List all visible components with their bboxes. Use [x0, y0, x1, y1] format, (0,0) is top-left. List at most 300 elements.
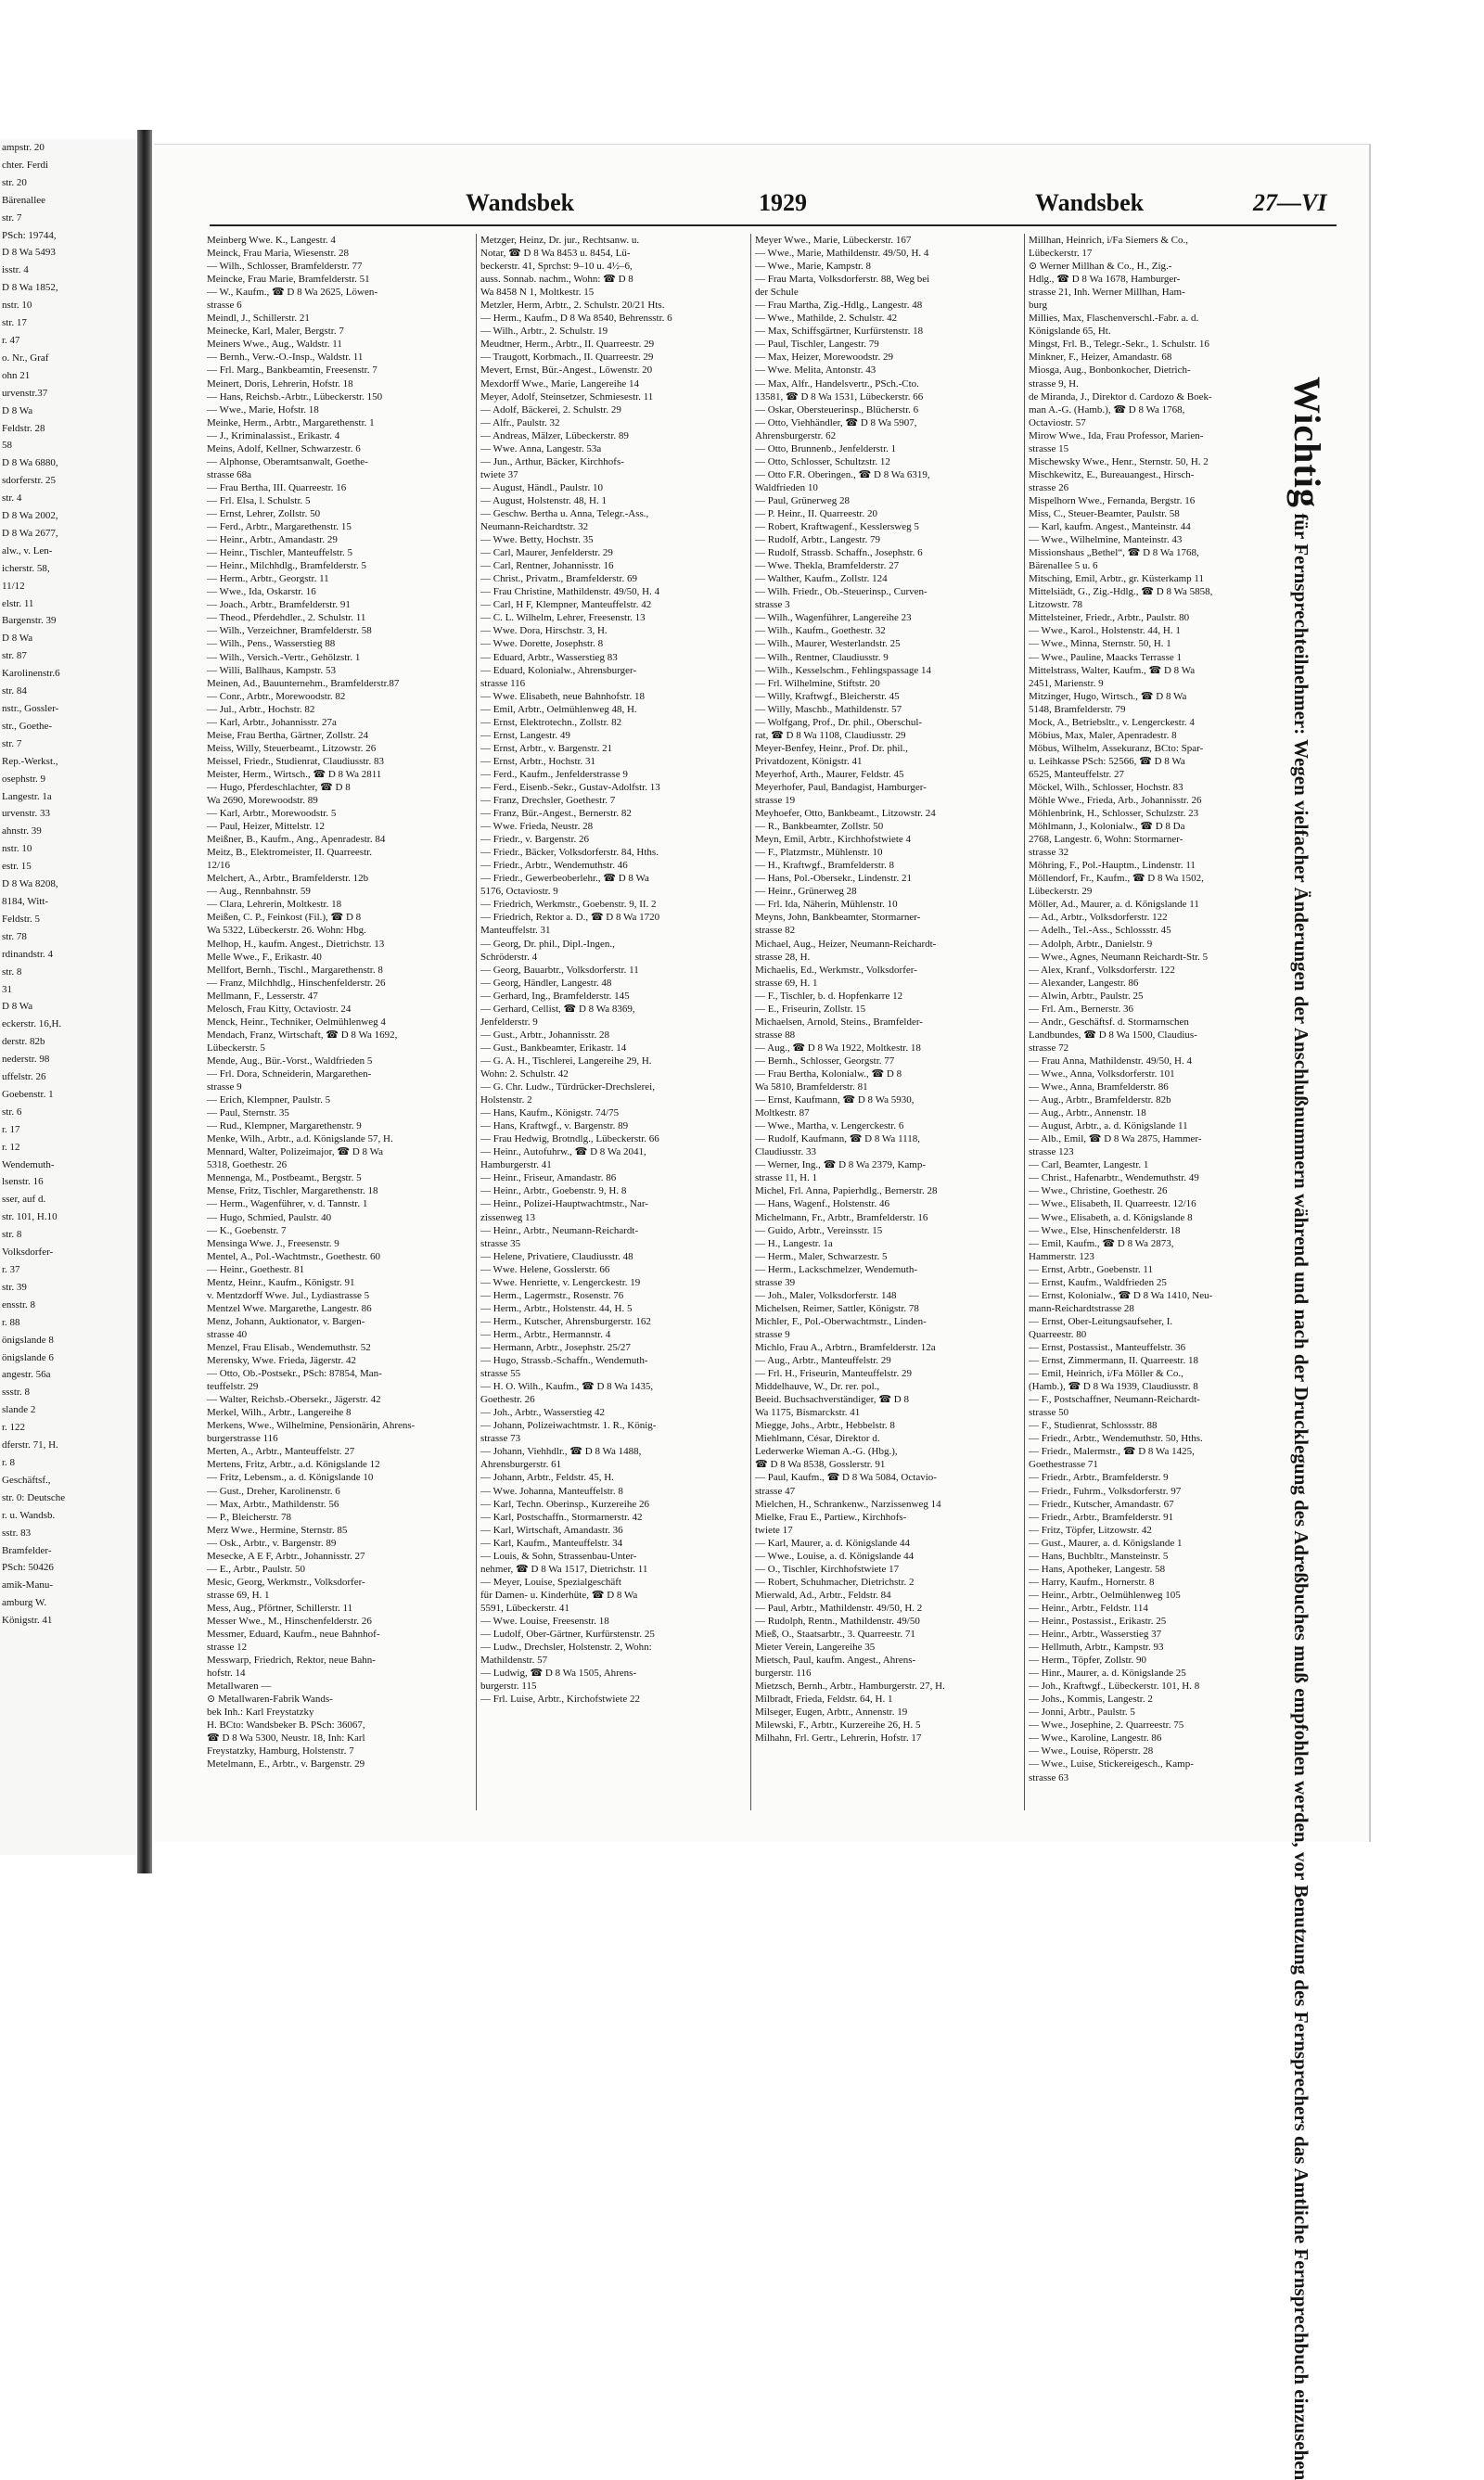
directory-entry: Mensinga Wwe. J., Freesenstr. 9	[207, 1237, 339, 1249]
directory-entry: strasse 116	[480, 677, 526, 689]
left-page-line: str., Goethe-	[2, 720, 53, 732]
left-page-line: str. 7	[2, 737, 22, 749]
directory-entry: — Walther, Kaufm., Zollstr. 124	[755, 573, 888, 585]
directory-entry: — Wilh., Rentner, Claudiusstr. 9	[755, 651, 889, 663]
directory-entry: — Gust., Maurer, a. d. Königslande 1	[1029, 1537, 1183, 1549]
directory-entry: — Heinr., Arbtr., Amandastr. 29	[207, 534, 338, 546]
directory-entry: — Frau Anna, Mathildenstr. 49/50, H. 4	[1029, 1055, 1192, 1067]
directory-entry: — August, Händl., Paulstr. 10	[480, 481, 604, 493]
directory-entry: — Wolfgang, Prof., Dr. phil., Oberschul-	[755, 716, 923, 728]
directory-entry: — Wwe., Marie, Hofstr. 18	[207, 403, 319, 415]
directory-entry: Meiss, Willy, Steuerbeamt., Litzowstr. 26	[207, 742, 377, 754]
directory-entry: Merkens, Wwe., Wilhelmine, Pensionärin, Ahrens-	[207, 1420, 416, 1432]
directory-entry: burg	[1029, 300, 1047, 312]
directory-entry: — G. A. H., Tischlerei, Langereihe 29, H.	[480, 1055, 652, 1067]
directory-entry: Privatdozent, Königstr. 41	[755, 755, 863, 767]
directory-entry: — Hans, Pol.-Obersekr., Lindenstr. 21	[755, 873, 912, 885]
directory-entry: — Wwe. Johanna, Manteuffelstr. 8	[480, 1485, 623, 1497]
left-page-line: ohn 21	[2, 369, 31, 381]
directory-entry: — Max, Alfr., Handelsvertr., PSch.-Cto.	[755, 377, 919, 390]
directory-entry: Wa 5322, Lübeckerstr. 26. Wohn: Hbg.	[207, 925, 366, 937]
directory-entry: — Aug., Rennbahnstr. 59	[207, 886, 311, 898]
directory-entry: — Johann, Arbtr., Feldstr. 45, H.	[480, 1472, 614, 1484]
directory-entry: — Georg, Händler, Langestr. 48	[480, 977, 612, 989]
directory-entry: Hammerstr. 123	[1029, 1250, 1094, 1262]
directory-entry: — Ernst, Kaufmann, ☎ D 8 Wa 5930,	[755, 1094, 915, 1106]
directory-entry: burgerstr. 116	[755, 1668, 812, 1680]
directory-entry: Meister, Herm., Wirtsch., ☎ D 8 Wa 2811	[207, 768, 382, 780]
directory-entry: — Wwe., Karol., Holstenstr. 44, H. 1	[1029, 625, 1181, 637]
directory-entry: — Friedrich, Rektor a. D., ☎ D 8 Wa 1720	[480, 912, 660, 924]
directory-entry: — Wilh., Schlosser, Bramfelderstr. 77	[207, 261, 363, 273]
header-town-left: Wandsbek	[466, 189, 575, 216]
left-page-line: 58	[2, 440, 12, 452]
directory-entry: — Jun., Arthur, Bäcker, Kirchhofs-	[480, 455, 624, 467]
directory-entry: Metzler, Herm, Arbtr., 2. Schulstr. 20/21 Hts.	[480, 300, 665, 312]
left-page-line: D 8 Wa 2677,	[2, 527, 58, 539]
directory-entry: — Ernst, Kaufm., Waldfrieden 25	[1029, 1276, 1167, 1288]
directory-entry: — G. Chr. Ludw., Türdrücker-Drechslerei,	[480, 1081, 655, 1093]
directory-entry: — Paul, Sternstr. 35	[207, 1107, 289, 1119]
column-2	[480, 234, 747, 1820]
left-page-line: Langestr. 1a	[2, 790, 52, 802]
directory-entry: Litzowstr. 78	[1029, 599, 1083, 611]
column-divider	[1024, 234, 1025, 1810]
left-page-line: Wendemuth-	[2, 1158, 55, 1170]
left-page-line: nstr. 10	[2, 300, 32, 312]
column-divider	[476, 234, 477, 1810]
directory-entry: — Rudolf, Arbtr., Langestr. 79	[755, 534, 881, 546]
side-notice-text: für Fernsprechteilnehmer: Wegen vielfacher Änderungen der Anschlußnummern während und nach der Drucklegung des Adreßbuches muß empfohlen werden, vor Benutzung des Fernsprechers das Amtliche Fernsprechbuch einzusehen	[1290, 513, 1312, 2480]
directory-entry: man A.-G. (Hamb.), ☎ D 8 Wa 1768,	[1029, 403, 1185, 415]
directory-entry: — Wilh., Arbtr., 2. Schulstr. 19	[480, 326, 608, 338]
directory-entry: Ahrensburgerstr. 61	[480, 1459, 562, 1471]
directory-entry: — Meyer, Louise, Spezialgeschäft	[480, 1576, 621, 1588]
directory-entry: — Karl, Techn. Oberinsp., Kurzereihe 26	[480, 1498, 649, 1510]
directory-entry: (Hamb.), ☎ D 8 Wa 1939, Claudiusstr. 8	[1029, 1381, 1198, 1393]
directory-entry: — Wwe. Frieda, Neustr. 28	[480, 821, 594, 833]
left-page-line: angestr. 56a	[2, 1369, 51, 1381]
directory-entry: — Johann, Polizeiwachtmstr. 1. R., König-	[480, 1420, 657, 1432]
directory-entry: Mennenga, M., Postbeamt., Bergstr. 5	[207, 1172, 362, 1184]
left-page-line: str. 7	[2, 211, 22, 224]
directory-entry: Möhle Wwe., Frieda, Arb., Johannisstr. 26	[1029, 795, 1202, 807]
directory-entry: — Herm., Töpfer, Zollstr. 90	[1029, 1655, 1147, 1667]
directory-entry: — Hellmuth, Arbtr., Kampstr. 93	[1029, 1642, 1164, 1654]
directory-entry: Merz Wwe., Hermine, Sternstr. 85	[207, 1524, 348, 1536]
directory-entry: — Gerhard, Ing., Bramfelderstr. 145	[480, 990, 630, 1002]
directory-entry: Goethestr. 26	[480, 1394, 535, 1406]
directory-entry: — Clara, Lehrerin, Moltkestr. 18	[207, 899, 342, 911]
directory-entry: strasse 26	[1029, 481, 1069, 493]
directory-entry: Claudiusstr. 33	[755, 1146, 817, 1158]
directory-entry: Meinberg Wwe. K., Langestr. 4	[207, 235, 336, 246]
header-year: 1929	[759, 189, 807, 216]
left-page-line: D 8 Wa 5493	[2, 247, 56, 259]
directory-entry: Michaelis, Ed., Werkmstr., Volksdorfer-	[755, 964, 917, 976]
left-page-line: Königstr. 41	[2, 1615, 53, 1627]
directory-entry: — Otto F.R. Oberingen., ☎ D 8 Wa 6319,	[755, 468, 930, 480]
directory-entry: strasse 9, H.	[1029, 377, 1079, 390]
directory-entry: — Frl. Luise, Arbtr., Kirchofstwiete 22	[480, 1694, 641, 1706]
directory-entry: — Aug., Arbtr., Manteuffelstr. 29	[755, 1355, 891, 1367]
column-1	[207, 234, 473, 1820]
directory-entry: — Hugo, Strassb.-Schaffn., Wendemuth-	[480, 1355, 648, 1367]
directory-entry: Michael, Aug., Heizer, Neumann-Reichardt-	[755, 938, 937, 950]
directory-entry: Meins, Adolf, Kellner, Schwarzestr. 6	[207, 442, 361, 454]
directory-entry: bek Inh.: Karl Freystatzky	[207, 1707, 314, 1719]
left-page-line: urvenstr. 33	[2, 808, 50, 820]
directory-entry: Lübeckerstr. 5	[207, 1042, 265, 1054]
left-page-line: Feldstr. 28	[2, 422, 45, 434]
directory-entry: — Otto, Viehhändler, ☎ D 8 Wa 5907,	[755, 416, 917, 428]
directory-entry: Meyn, Emil, Arbtr., Kirchhofstwiete 4	[755, 834, 912, 846]
directory-entry: — E., Friseurin, Zollstr. 15	[755, 1003, 866, 1015]
directory-entry: — Karl, Arbtr., Morewoodstr. 5	[207, 808, 337, 820]
directory-entry: — Heinr., Goethestr. 81	[207, 1263, 305, 1275]
directory-entry: — Wwe., Marie, Mathildenstr. 49/50, H. 4	[755, 248, 929, 260]
directory-entry: Ahrensburgerstr. 62	[755, 429, 837, 441]
directory-entry: strasse 69, H. 1	[207, 1589, 270, 1601]
directory-page	[154, 144, 1371, 2480]
directory-entry: — Alwin, Arbtr., Paulstr. 25	[1029, 990, 1144, 1002]
directory-entry: Milhahn, Frl. Gertr., Lehrerin, Hofstr. 17	[755, 1732, 922, 1745]
directory-entry: — Paul, Tischler, Langestr. 79	[755, 339, 879, 351]
left-page-line: r. 122	[2, 1422, 26, 1434]
directory-entry: — Heinr., Milchhdlg., Bramfelderstr. 5	[207, 560, 366, 572]
directory-entry: Möllendorf, Fr., Kaufm., ☎ D 8 Wa 1502,	[1029, 873, 1204, 885]
directory-entry: Mexdorff Wwe., Marie, Langereihe 14	[480, 377, 639, 390]
directory-entry: — Hans, Buchbltr., Mansteinstr. 5	[1029, 1550, 1169, 1562]
directory-entry: — Karl, Wirtschaft, Amandastr. 36	[480, 1524, 623, 1536]
directory-entry: — J., Kriminalassist., Erikastr. 4	[207, 429, 340, 441]
directory-entry: Mesecke, A E F, Arbtr., Johannisstr. 27	[207, 1550, 365, 1562]
directory-entry: — Frl. Ida, Näherin, Mühlenstr. 10	[755, 899, 898, 911]
directory-entry: — F., Studienrat, Schlossstr. 88	[1029, 1420, 1158, 1432]
directory-entry: — Wwe. Henriette, v. Lengerckestr. 19	[480, 1276, 641, 1288]
directory-entry: — Rud., Klempner, Margarethenstr. 9	[207, 1120, 362, 1132]
directory-entry: — Wwe. Dorette, Josephstr. 8	[480, 638, 604, 650]
left-page-line: chter. Ferdi	[2, 159, 49, 171]
left-page-line: Rep.-Werkst.,	[2, 755, 58, 767]
directory-entry: strasse 72	[1029, 1042, 1069, 1054]
directory-entry: — Bernh., Schlosser, Georgstr. 77	[755, 1055, 895, 1067]
directory-entry: ☎ D 8 Wa 5300, Neustr. 18, Inh: Karl	[207, 1732, 365, 1745]
directory-entry: — Wwe. Melita, Antonstr. 43	[755, 364, 876, 377]
directory-entry: Möhring, F., Pol.-Hauptm., Lindenstr. 11	[1029, 860, 1196, 872]
book-gutter	[137, 130, 152, 1873]
directory-entry: Melhop, H., kaufm. Angest., Dietrichstr. 13	[207, 938, 385, 950]
directory-entry: Menzel, Frau Elisab., Wendemuthstr. 52	[207, 1341, 371, 1353]
left-page-line: icherstr. 58,	[2, 562, 50, 574]
left-page-line: Bärenallee	[2, 194, 46, 206]
left-page-line: str. 8	[2, 965, 22, 978]
directory-entry: — Hans, Kraftwgf., v. Bargenstr. 89	[480, 1120, 629, 1132]
directory-entry: Mispelhorn Wwe., Fernanda, Bergstr. 16	[1029, 494, 1196, 506]
directory-entry: Mirow Wwe., Ida, Frau Professor, Marien-	[1029, 429, 1204, 441]
directory-entry: — Johs., Kommis, Langestr. 2	[1029, 1694, 1153, 1706]
directory-entry: 2768, Langestr. 6, Wohn: Stormarner-	[1029, 834, 1183, 846]
directory-entry: — Hugo, Pferdeschlachter, ☎ D 8	[207, 781, 351, 793]
directory-entry: Mieter Verein, Langereihe 35	[755, 1642, 876, 1654]
directory-entry: burgerstrasse 116	[207, 1433, 278, 1445]
directory-entry: — Ferd., Arbtr., Margarethenstr. 15	[207, 521, 352, 533]
directory-entry: — Wwe., Agnes, Neumann Reichardt-Str. 5	[1029, 951, 1209, 963]
directory-entry: — Joh., Arbtr., Wasserstieg 42	[480, 1407, 605, 1419]
directory-entry: Michelmann, Fr., Arbtr., Bramfelderstr. 16	[755, 1211, 928, 1223]
directory-entry: — Wwe., Karoline, Langestr. 86	[1029, 1732, 1162, 1745]
directory-entry: — Heinr., Arbtr., Goebenstr. 9, H. 8	[480, 1185, 627, 1197]
directory-entry: — Wwe., Louise, a. d. Königslande 44	[755, 1550, 915, 1562]
directory-entry: Melchert, A., Arbtr., Bramfelderstr. 12b	[207, 873, 369, 885]
directory-entry: — Karl, Maurer, a. d. Königslande 44	[755, 1537, 910, 1549]
directory-entry: Meyer Wwe., Marie, Lübeckerstr. 167	[755, 235, 912, 246]
directory-entry: Meinen, Ad., Bauunternehm., Bramfelderstr.87	[207, 677, 400, 689]
directory-entry: — Alexander, Langestr. 86	[1029, 977, 1139, 989]
directory-entry: — Wilh., Kesselschm., Fehlingspassage 14	[755, 664, 932, 676]
directory-entry: — Hermann, Arbtr., Josephstr. 25/27	[480, 1341, 631, 1353]
directory-entry: — Adolph, Arbtr., Danielstr. 9	[1029, 938, 1153, 950]
directory-entry: — Herm., Maler, Schwarzestr. 5	[755, 1250, 888, 1262]
left-page-line: r. 47	[2, 334, 20, 346]
directory-entry: — Paul, Heizer, Mittelstr. 12	[207, 821, 325, 833]
left-page-line: osephstr. 9	[2, 773, 46, 785]
directory-entry: 2451, Marienstr. 9	[1029, 677, 1104, 689]
directory-entry: de Miranda, J., Direktor d. Cardozo & Boek-	[1029, 390, 1212, 403]
left-page-line: amik-Manu-	[2, 1579, 53, 1592]
directory-entry: strasse 40	[207, 1328, 248, 1340]
directory-entry: — Fritz, Töpfer, Litzowstr. 42	[1029, 1524, 1152, 1536]
directory-entry: Wa 5810, Bramfelderstr. 81	[755, 1081, 868, 1093]
directory-entry: — Andr., Geschäftsf. d. Stormarnschen	[1029, 1016, 1189, 1028]
directory-entry: — Wwe. Louise, Freesenstr. 18	[480, 1615, 609, 1627]
directory-entry: für Damen- u. Kinderhüte, ☎ D 8 Wa	[480, 1589, 638, 1601]
directory-entry: 5176, Octaviostr. 9	[480, 886, 558, 898]
directory-entry: — Frau Hedwig, Brotndlg., Lübeckerstr. 66	[480, 1133, 659, 1145]
directory-entry: Meyhoefer, Otto, Bankbeamt., Litzowstr. 24	[755, 808, 936, 820]
directory-entry: — Herm., Arbtr., Hermannstr. 4	[480, 1328, 611, 1340]
side-notice-title: Wichtig	[1286, 377, 1328, 508]
directory-entry: — Karl, Postschaffn., Stormarnerstr. 42	[480, 1511, 643, 1523]
directory-entry: strasse 11, H. 1	[755, 1172, 818, 1184]
directory-entry: — Ernst, Arbtr., v. Bargenstr. 21	[480, 742, 613, 754]
directory-entry: — Wwe., Anna, Volksdorferstr. 101	[1029, 1068, 1175, 1080]
directory-entry: — Heinr., Autofuhrw., ☎ D 8 Wa 2041,	[480, 1146, 646, 1158]
directory-entry: — F., Tischler, b. d. Hopfenkarre 12	[755, 990, 903, 1002]
directory-entry: strasse 123	[1029, 1146, 1074, 1158]
directory-entry: H. BCto: Wandsbeker B. PSch: 36067,	[207, 1719, 365, 1732]
directory-entry: — W., Kaufm., ☎ D 8 Wa 2625, Löwen-	[207, 287, 378, 299]
left-page-line: r. 37	[2, 1264, 20, 1275]
directory-entry: Mittelsiädt, G., Zig.-Hdlg., ☎ D 8 Wa 5858,	[1029, 586, 1213, 598]
left-page-line: nstr. 10	[2, 843, 32, 855]
left-page-line: r. 8	[2, 1456, 16, 1468]
directory-entry: Mendach, Franz, Wirtschaft, ☎ D 8 Wa 1692,	[207, 1029, 398, 1041]
directory-entry: — Wwe., Elisabeth, a. d. Königslande 8	[1029, 1211, 1193, 1223]
directory-entry: Miss, C., Steuer-Beamter, Paulstr. 58	[1029, 507, 1180, 519]
directory-entry: — Paul, Arbtr., Mathildenstr. 49/50, H. 2	[755, 1602, 923, 1614]
left-page-line: dferstr. 71, H.	[2, 1439, 58, 1451]
directory-entry: strasse 9	[755, 1328, 790, 1340]
directory-entry: Mende, Aug., Bür.-Vorst., Waldfrieden 5	[207, 1055, 373, 1067]
directory-entry: — Frau Christine, Mathildenstr. 49/50, H. 4	[480, 586, 660, 598]
directory-entry: — Paul, Grünerweg 28	[755, 494, 851, 506]
directory-entry: Milbradt, Frieda, Feldstr. 64, H. 1	[755, 1694, 893, 1706]
directory-entry: — Friedr., Gewerbeoberlehr., ☎ D 8 Wa	[480, 873, 649, 885]
directory-entry: — Ernst, Langestr. 49	[480, 729, 570, 741]
directory-entry: — Ernst, Postassist., Manteuffelstr. 36	[1029, 1341, 1186, 1353]
directory-entry: Miosga, Aug., Bonbonkocher, Dietrich-	[1029, 364, 1191, 377]
left-page-line: 11/12	[2, 580, 25, 592]
directory-entry: nehmer, ☎ D 8 Wa 1517, Dietrichstr. 11	[480, 1563, 648, 1575]
left-page-line: önigslande 8	[2, 1334, 54, 1346]
directory-entry: — Willy, Kraftwgf., Bleicherstr. 45	[755, 690, 900, 702]
directory-entry: — Hugo, Schmied, Paulstr. 40	[207, 1211, 332, 1223]
directory-entry: strasse 47	[755, 1485, 796, 1497]
directory-entry: — Otto, Brunnenb., Jenfelderstr. 1	[755, 442, 897, 454]
directory-entry: — Karl, Kaufm., Manteuffelstr. 34	[480, 1537, 623, 1549]
directory-entry: — Wwe., Anna, Bramfelderstr. 86	[1029, 1081, 1169, 1093]
directory-entry: — Erich, Klempner, Paulstr. 5	[207, 1094, 331, 1106]
directory-entry: Mentel, A., Pol.-Wachtmstr., Goethestr. 60	[207, 1250, 381, 1262]
directory-entry: strasse 50	[1029, 1407, 1069, 1419]
directory-entry: — Wilh., Maurer, Westerlandstr. 25	[755, 638, 901, 650]
directory-entry: Hamburgerstr. 41	[480, 1159, 552, 1171]
directory-entry: Mietsch, Paul, kaufm. Angest., Ahrens-	[755, 1655, 916, 1667]
directory-entry: — Frau Marta, Volksdorferstr. 88, Weg bei	[755, 274, 930, 286]
directory-entry: — Adelh., Tel.-Ass., Schlossstr. 45	[1029, 925, 1171, 937]
directory-entry: — Guido, Arbtr., Vereinsstr. 15	[755, 1224, 883, 1236]
directory-entry: Meyerhof, Arth., Maurer, Feldstr. 45	[755, 768, 904, 780]
directory-entry: — Paul, Kaufm., ☎ D 8 Wa 5084, Octavio-	[755, 1472, 937, 1484]
directory-entry: — Wwe., Ida, Oskarstr. 16	[207, 586, 316, 598]
directory-entry: Notar, ☎ D 8 Wa 8453 u. 8454, Lü-	[480, 248, 631, 260]
directory-entry: Millhan, Heinrich, i/Fa Siemers & Co.,	[1029, 235, 1189, 246]
left-page-line: str. 17	[2, 317, 27, 329]
directory-entry: Mellmann, F., Lesserstr. 47	[207, 990, 318, 1002]
left-page-line: Goebenstr. 1	[2, 1088, 54, 1100]
directory-entry: Möller, Ad., Maurer, a. d. Königslande 11	[1029, 899, 1199, 911]
left-page-line: Feldstr. 5	[2, 913, 40, 925]
directory-entry: — Oskar, Obersteuerinsp., Blücherstr. 6	[755, 403, 919, 415]
directory-entry: Messwarp, Friedrich, Rektor, neue Bahn-	[207, 1655, 376, 1667]
directory-entry: — Gust., Bankbeamter, Erikastr. 14	[480, 1042, 627, 1054]
directory-entry: Meinecke, Karl, Maler, Bergstr. 7	[207, 326, 344, 338]
directory-entry: Meitz, B., Elektromeister, II. Quarreestr.	[207, 847, 372, 859]
left-page-line: sser, auf d.	[2, 1194, 46, 1206]
directory-entry: strasse 6	[207, 300, 242, 312]
directory-entry: — Max, Arbtr., Mathildenstr. 56	[207, 1498, 339, 1510]
directory-entry: Metzger, Heinz, Dr. jur., Rechtsanw. u.	[480, 235, 640, 246]
directory-entry: Möckel, Wilh., Schlosser, Hochstr. 83	[1029, 781, 1183, 793]
directory-entry: — Frl. Dora, Schneiderin, Margarethen-	[207, 1068, 372, 1080]
directory-entry: — Friedr., Arbtr., Bramfelderstr. 91	[1029, 1511, 1174, 1523]
directory-entry: — Wwe., Wilhelmine, Manteinstr. 43	[1029, 534, 1183, 546]
directory-entry: Mertens, Fritz, Arbtr., a.d. Königslande 12	[207, 1459, 380, 1471]
directory-entry: Michelsen, Reimer, Sattler, Königstr. 78	[755, 1302, 919, 1314]
left-page-line: Bargenstr. 39	[2, 615, 57, 627]
directory-entry: auss. Sonnab. nachm., Wohn: ☎ D 8	[480, 274, 633, 286]
left-page-line: Karolinenstr.6	[2, 668, 60, 680]
directory-entry: Messer Wwe., M., Hinschenfelderstr. 26	[207, 1615, 372, 1627]
directory-entry: strasse 69, H. 1	[755, 977, 818, 989]
directory-entry: Mitzinger, Hugo, Wirtsch., ☎ D 8 Wa	[1029, 690, 1187, 702]
left-page-line: slande 2	[2, 1404, 36, 1416]
directory-entry: — Ernst, Zimmermann, II. Quarreestr. 18	[1029, 1355, 1198, 1367]
directory-entry: — Wwe., Marie, Kampstr. 8	[755, 261, 872, 273]
directory-entry: Meyns, John, Bankbeamter, Stormarner-	[755, 912, 921, 924]
directory-entry: — Theod., Pferdehdler., 2. Schulstr. 11	[207, 612, 366, 624]
directory-entry: — Friedr., Fuhrm., Volksdorferstr. 97	[1029, 1485, 1182, 1497]
directory-entry: — Hans, Wagenf., Holstenstr. 46	[755, 1198, 889, 1210]
left-page-line: r. 12	[2, 1141, 20, 1153]
directory-entry: beckerstr. 41, Sprchst: 9–10 u. 4½–6,	[480, 261, 633, 273]
directory-entry: mann-Reichardtstrasse 28	[1029, 1302, 1134, 1314]
directory-entry: Meyer, Adolf, Steinsetzer, Schmiesestr. 11	[480, 390, 654, 403]
left-page-line: str. 101, H.10	[2, 1211, 58, 1223]
directory-entry: — Rudolf, Kaufmann, ☎ D 8 Wa 1118,	[755, 1133, 920, 1145]
directory-entry: — Aug., Arbtr., Bramfelderstr. 82b	[1029, 1094, 1171, 1106]
side-notice	[1271, 377, 1343, 2480]
directory-entry: v. Mentzdorff Wwe. Jul., Lydiastrasse 5	[207, 1289, 370, 1301]
directory-entry: Lederwerke Wieman A.-G. (Hbg.),	[755, 1446, 898, 1458]
directory-entry: Mess, Aug., Pförtner, Schillerstr. 11	[207, 1602, 353, 1614]
directory-entry: Landbundes, ☎ D 8 Wa 1500, Claudius-	[1029, 1029, 1197, 1041]
directory-entry: — Frau Martha, Zig.-Hdlg., Langestr. 48	[755, 300, 923, 312]
directory-entry: — Rudolf, Strassb. Schaffn., Josephstr. 6	[755, 547, 923, 559]
directory-entry: — Herm., Kaufm., D 8 Wa 8540, Behrensstr. 6	[480, 313, 672, 325]
left-page-line: nstr., Gossler-	[2, 703, 59, 714]
directory-entry: — Heinr., Tischler, Manteuffelstr. 5	[207, 547, 353, 559]
directory-entry: — Adolf, Bäckerei, 2. Schulstr. 29	[480, 403, 621, 415]
directory-entry: Michlo, Frau A., Arbtrn., Bramfelderstr. 12a	[755, 1341, 936, 1353]
directory-entry: — Ernst, Ober-Leitungsaufseher, I.	[1029, 1315, 1173, 1327]
directory-entry: Metallwaren —	[207, 1681, 272, 1693]
directory-entry: — Wilh. Friedr., Ob.-Steuerinsp., Curven-	[755, 586, 928, 598]
left-page-line: estr. 15	[2, 861, 32, 873]
directory-entry: Schröderstr. 4	[480, 951, 538, 963]
directory-entry: — Aug., ☎ D 8 Wa 1922, Moltkestr. 18	[755, 1042, 921, 1054]
directory-entry: — Osk., Arbtr., v. Bargenstr. 89	[207, 1537, 337, 1549]
directory-entry: — Hans, Reichsb.-Arbtr., Lübeckerstr. 150	[207, 390, 383, 403]
left-page-line: str. 4	[2, 492, 22, 505]
left-page-line: sstr. 83	[2, 1527, 32, 1539]
directory-entry: — Wilh., Pens., Wasserstieg 88	[207, 638, 336, 650]
directory-entry: — Ferd., Kaufm., Jenfelderstrasse 9	[480, 768, 628, 780]
directory-entry: — Ad., Arbtr., Volksdorferstr. 122	[1029, 912, 1168, 924]
directory-entry: — Otto, Ob.-Postsekr., PSch: 87854, Man-	[207, 1368, 382, 1380]
directory-entry: Meudtner, Herm., Arbtr., II. Quarreestr. 29	[480, 339, 655, 351]
directory-entry: — Heinr., Arbtr., Feldstr. 114	[1029, 1602, 1148, 1614]
directory-entry: Hdlg., ☎ D 8 Wa 1678, Hamburger-	[1029, 274, 1181, 286]
directory-entry: Meincke, Frau Marie, Bramfelderstr. 51	[207, 274, 370, 286]
directory-entry: — Herm., Lagermstr., Rosenstr. 76	[480, 1289, 624, 1301]
left-page-line: 8184, Witt-	[2, 895, 49, 907]
directory-entry: Lübeckerstr. 17	[1029, 248, 1093, 260]
directory-entry: — Ernst, Elektrotechn., Zollstr. 82	[480, 716, 622, 728]
directory-entry: Mathildenstr. 57	[480, 1655, 548, 1667]
directory-entry: strasse 12	[207, 1642, 248, 1654]
directory-entry: Wa 1175, Bismarckstr. 41	[755, 1407, 861, 1419]
left-page-line: str. 39	[2, 1281, 27, 1293]
directory-entry: 12/16	[207, 860, 231, 872]
directory-entry: — Wwe., Martha, v. Lengerckestr. 6	[755, 1120, 904, 1132]
directory-entry: Milewski, F., Arbtr., Kurzereihe 26, H. 5	[755, 1719, 921, 1732]
directory-entry: strasse 55	[480, 1368, 521, 1380]
directory-entry: — F., Postschaffner, Neumann-Reichardt-	[1029, 1394, 1200, 1406]
directory-entry: Meissel, Friedr., Studienrat, Claudiusstr. 83	[207, 755, 384, 767]
directory-entry: — Traugott, Korbmach., II. Quarreestr. 29	[480, 352, 654, 364]
